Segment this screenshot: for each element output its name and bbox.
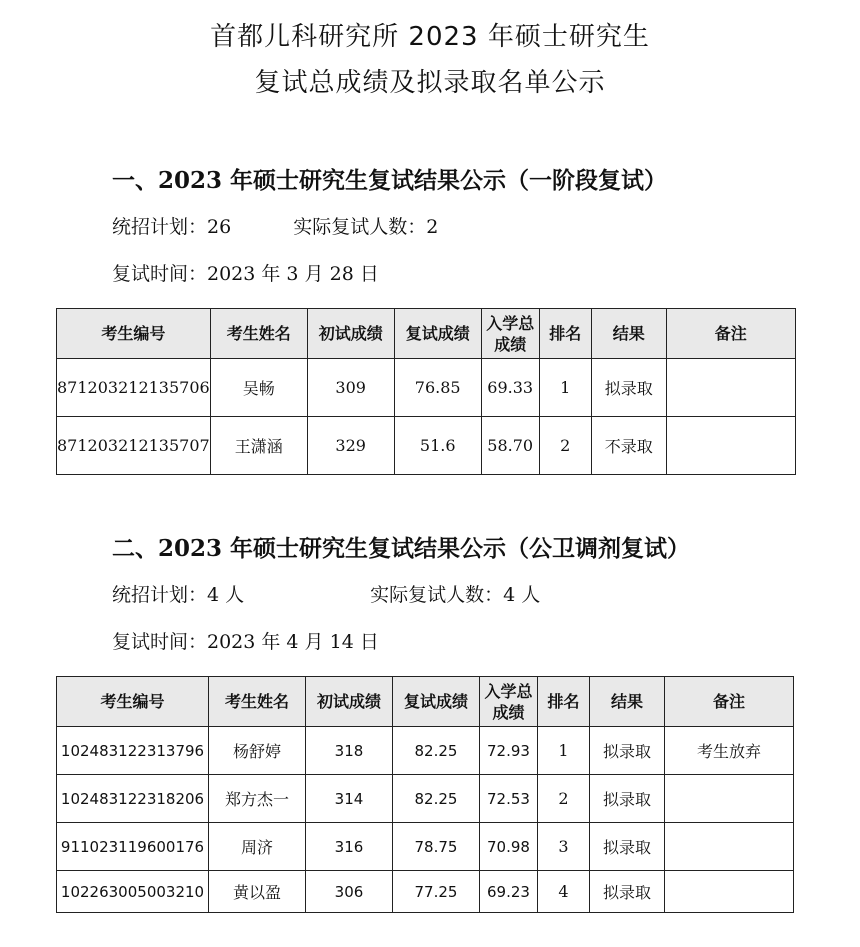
cell-result: 不录取 (591, 417, 666, 475)
section1-plan: 统招计划：26 (112, 216, 232, 238)
cell-remarks (665, 871, 794, 913)
cell-retest-score: 78.75 (393, 823, 480, 871)
document-title-line2: 复试总成绩及拟录取名单公示 (254, 68, 606, 98)
section1-heading: 一、2023 年硕士研究生复试结果公示（一阶段复试） (112, 167, 668, 194)
cell-result: 拟录取 (590, 871, 665, 913)
section2-time: 复试时间：2023 年 4 月 14 日 (112, 631, 379, 653)
header-prelim-score: 初试成绩 (306, 677, 393, 727)
header-retest-score: 复试成绩 (393, 677, 480, 727)
header-name: 考生姓名 (209, 677, 306, 727)
cell-remarks (665, 775, 794, 823)
cell-exam-id: 911023119600176 (57, 823, 209, 871)
cell-name: 王潇涵 (210, 417, 307, 475)
document-title-line1: 首都儿科研究所 2023 年硕士研究生 (210, 22, 650, 52)
header-result: 结果 (591, 309, 666, 359)
cell-total-score: 70.98 (480, 823, 538, 871)
cell-rank: 2 (539, 417, 591, 475)
section1-actual: 实际复试人数：2 (293, 216, 439, 238)
cell-result: 拟录取 (590, 823, 665, 871)
section1-header-row (57, 309, 796, 359)
cell-remarks (665, 823, 794, 871)
section2-heading: 二、2023 年硕士研究生复试结果公示（公卫调剂复试） (112, 535, 691, 562)
cell-exam-id: 102263005003210 (57, 871, 209, 913)
header-retest-score: 复试成绩 (394, 309, 481, 359)
section2-plan-line (112, 580, 540, 607)
cell-rank: 3 (538, 823, 590, 871)
table-row (57, 823, 794, 871)
cell-name: 郑方杰一 (209, 775, 306, 823)
section2-actual: 实际复试人数：4 人 (370, 584, 541, 606)
section2-plan: 统招计划：4 人 (112, 584, 245, 606)
header-name: 考生姓名 (210, 309, 307, 359)
header-remarks: 备注 (665, 677, 794, 727)
table-row (57, 417, 796, 475)
cell-name: 周济 (209, 823, 306, 871)
cell-retest-score: 51.6 (394, 417, 481, 475)
cell-total-score: 69.33 (481, 359, 539, 417)
section1-time: 复试时间：2023 年 3 月 28 日 (112, 263, 379, 285)
cell-rank: 2 (538, 775, 590, 823)
cell-prelim-score: 318 (306, 727, 393, 775)
header-total-score: 入学总成绩 (481, 309, 539, 359)
cell-name: 吴畅 (210, 359, 307, 417)
cell-name: 黄以盈 (209, 871, 306, 913)
cell-exam-id: 871203212135707 (57, 417, 211, 475)
cell-rank: 1 (538, 727, 590, 775)
cell-total-score: 58.70 (481, 417, 539, 475)
table-row (57, 727, 794, 775)
table-row (57, 359, 796, 417)
table-row (57, 775, 794, 823)
cell-remarks (666, 359, 795, 417)
cell-prelim-score: 306 (306, 871, 393, 913)
cell-result: 拟录取 (590, 775, 665, 823)
cell-exam-id: 102483122318206 (57, 775, 209, 823)
cell-total-score: 69.23 (480, 871, 538, 913)
cell-remarks (666, 417, 795, 475)
cell-retest-score: 82.25 (393, 727, 480, 775)
cell-result: 拟录取 (590, 727, 665, 775)
cell-name: 杨舒婷 (209, 727, 306, 775)
section2-header-row (57, 677, 794, 727)
cell-rank: 4 (538, 871, 590, 913)
section1-table (56, 308, 796, 475)
section2-table (56, 676, 794, 913)
header-exam-id: 考生编号 (57, 677, 209, 727)
cell-exam-id: 871203212135706 (57, 359, 211, 417)
section1-plan-line (112, 212, 438, 239)
cell-retest-score: 76.85 (394, 359, 481, 417)
cell-total-score: 72.93 (480, 727, 538, 775)
cell-prelim-score: 329 (307, 417, 394, 475)
cell-retest-score: 82.25 (393, 775, 480, 823)
header-prelim-score: 初试成绩 (307, 309, 394, 359)
cell-result: 拟录取 (591, 359, 666, 417)
header-exam-id: 考生编号 (57, 309, 211, 359)
cell-prelim-score: 314 (306, 775, 393, 823)
cell-remarks: 考生放弃 (665, 727, 794, 775)
cell-exam-id: 102483122313796 (57, 727, 209, 775)
header-total-score: 入学总成绩 (480, 677, 538, 727)
header-result: 结果 (590, 677, 665, 727)
cell-retest-score: 77.25 (393, 871, 480, 913)
table-row (57, 871, 794, 913)
header-rank: 排名 (539, 309, 591, 359)
cell-total-score: 72.53 (480, 775, 538, 823)
header-rank: 排名 (538, 677, 590, 727)
cell-prelim-score: 316 (306, 823, 393, 871)
header-remarks: 备注 (666, 309, 795, 359)
cell-prelim-score: 309 (307, 359, 394, 417)
cell-rank: 1 (539, 359, 591, 417)
